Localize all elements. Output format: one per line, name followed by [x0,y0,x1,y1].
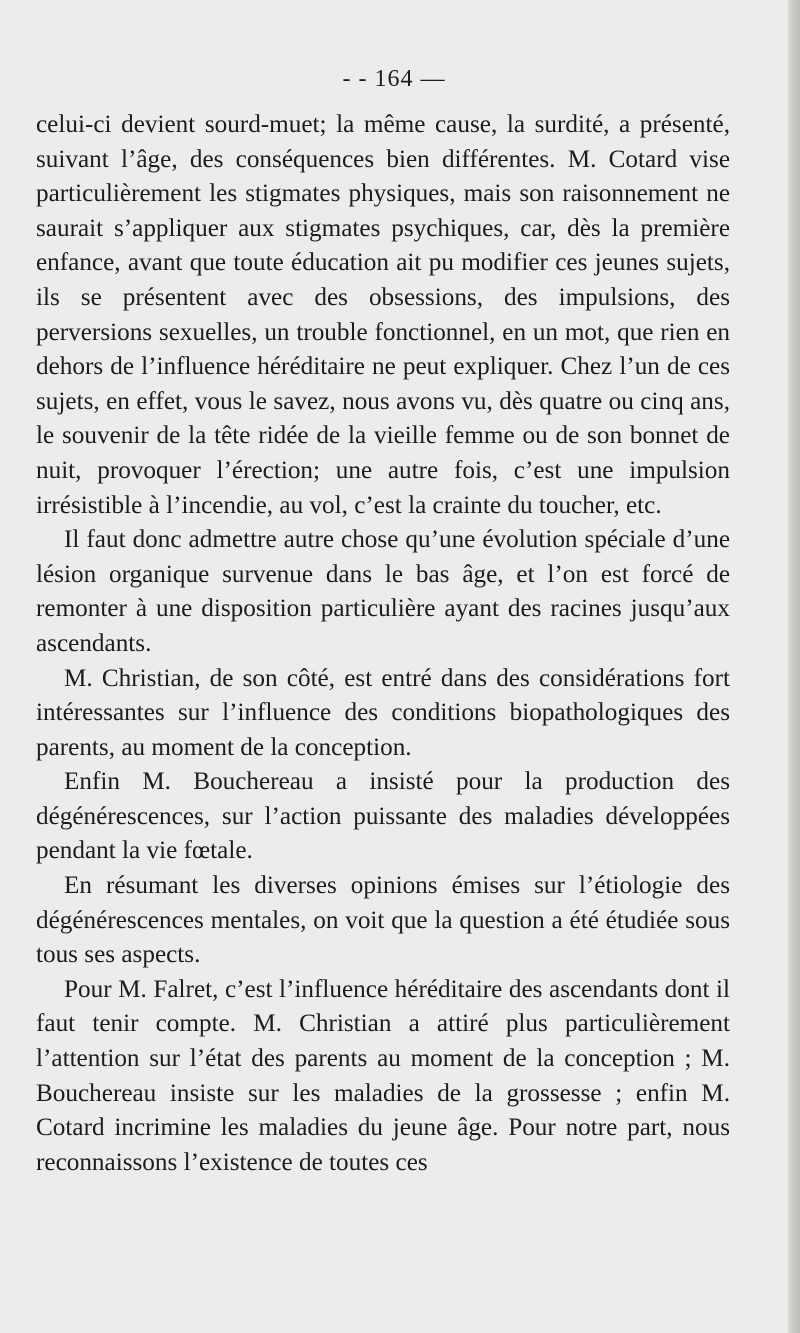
paragraph-continuation: celui-ci devient sourd-muet; la même cause, la surdité, a présenté, suivant l’âge, des conséquences bien différentes. M. Cotard vise particulièrement les stigmates physiques, mais son raisonnement ne saurait s’appliquer aux stigmates psychiques, car, dès la première enfance, avant que toute éducation ait pu modifier ces jeunes sujets, ils se présentent avec des obsessions, des impulsions, des perversions sexuelles, un trouble fonctionnel, en un mot, que rien en dehors de l’influence héréditaire ne peut expliquer. Chez l’un de ces sujets, en effet, vous le savez, nous avons vu, dès quatre ou cinq ans, le souvenir de la tête ridée de la vieille femme ou de son bonnet de nuit, provoquer l’érection; une autre fois, c’est une impulsion irrésistible à l’incendie, au vol, c’est la crainte du toucher, etc. [36,111,730,519]
body-text [36,108,730,1180]
paragraph: Il faut donc admettre autre chose qu’une évolution spéciale d’une lésion organique survenue dans le bas âge, et l’on est forcé de remonter à une disposition particulière ayant des racines jusqu’aux ascendants. [36,526,730,657]
paragraph: Enfin M. Bouchereau a insisté pour la production des dégénérescences, sur l’action puissante des maladies développées pendant la vie fœtale. [36,768,730,865]
paragraph: En résumant les diverses opinions émises sur l’étiologie des dégénérescences mentales, on voit que la question a été étudiée sous tous ses aspects. [36,872,730,969]
paragraph: M. Christian, de son côté, est entré dans des considérations fort intéressantes sur l’influence des conditions biopathologiques des parents, au moment de la conception. [36,664,730,761]
page-edge [788,0,800,1333]
paragraph: Pour M. Falret, c’est l’influence héréditaire des ascendants dont il faut tenir compte. M. Christian a attiré plus particulièrement l’attention sur l’état des parents au moment de la conception ; M. Bouchereau insiste sur les maladies de la grossesse ; enfin M. Cotard incrimine les maladies du jeune âge. Pour notre part, nous reconnaissons l’existence de toutes ces [36,975,730,1176]
page-number: - - 164 — [342,66,446,92]
